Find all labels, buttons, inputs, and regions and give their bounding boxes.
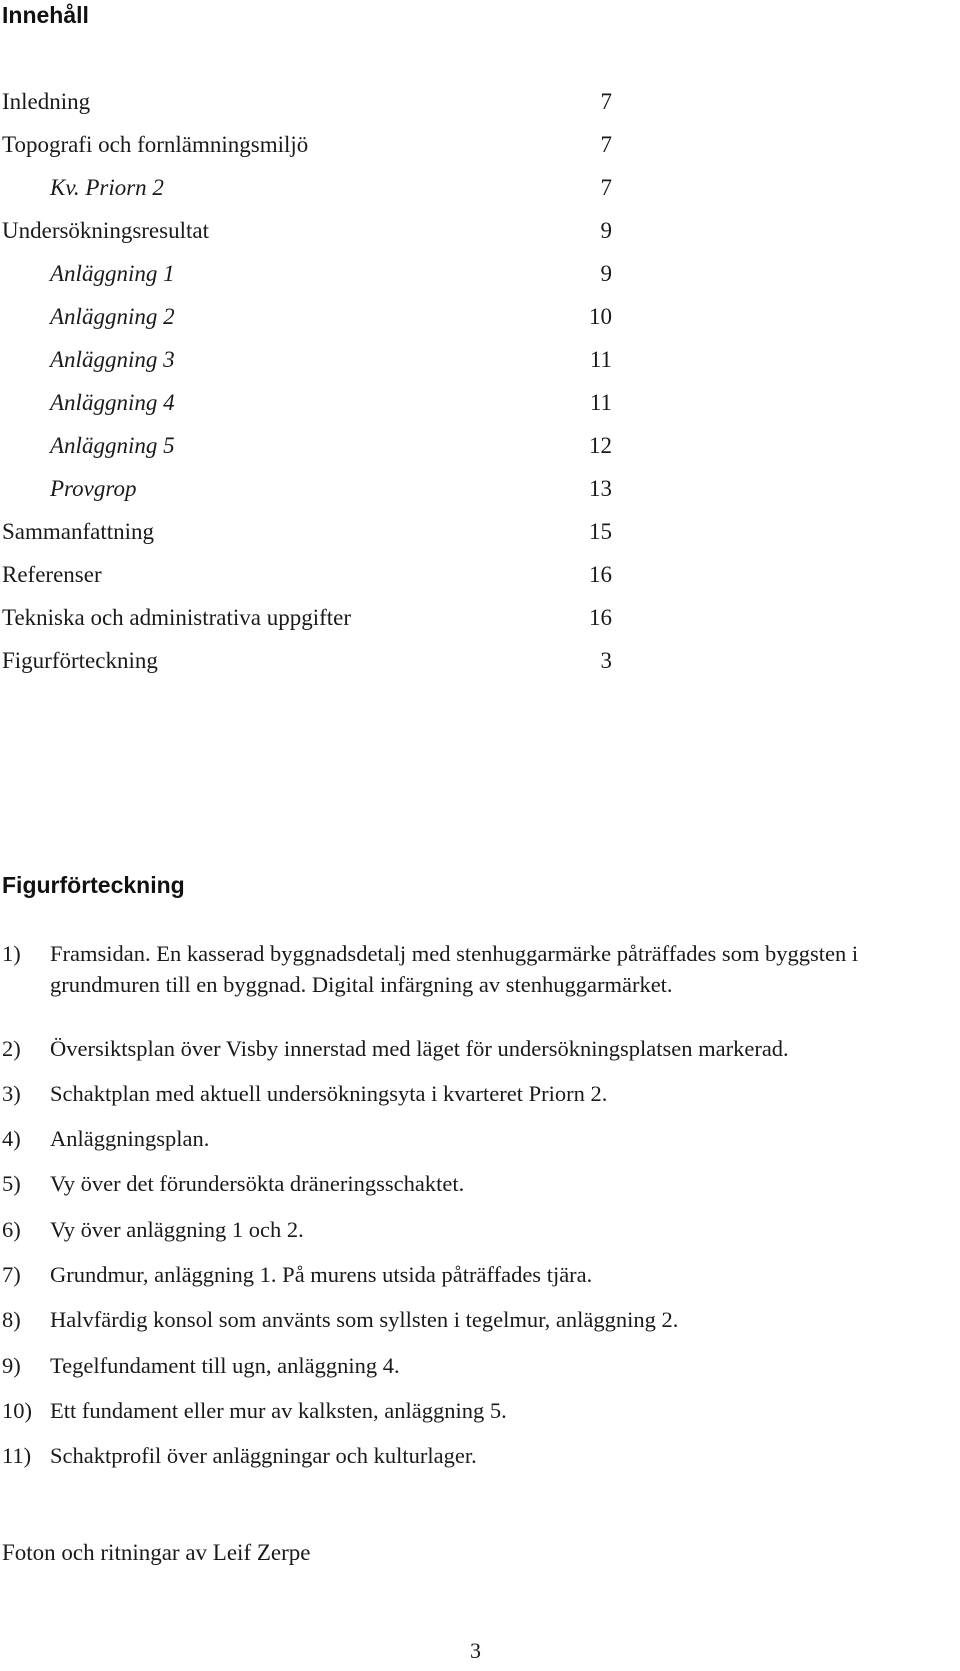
figure-number: 2) <box>2 1036 21 1061</box>
toc-entry-page: 9 <box>600 261 612 286</box>
figure-item-3 <box>2 1078 952 1109</box>
figure-number: 3) <box>2 1081 21 1106</box>
figure-number: 6) <box>2 1217 21 1242</box>
toc-entry-page: 7 <box>600 89 612 114</box>
figure-item-6 <box>2 1214 952 1245</box>
toc-entry-page: 3 <box>600 648 612 673</box>
toc-entry-anlaggning-2[interactable] <box>2 297 612 337</box>
toc-entry-kv-priorn[interactable] <box>2 168 612 208</box>
toc-entry-label: Referenser <box>2 562 102 587</box>
toc-entry-page: 13 <box>589 476 612 501</box>
toc-entry-page: 11 <box>589 390 612 415</box>
toc-entry-anlaggning-3[interactable] <box>2 340 612 380</box>
toc-entry-page: 7 <box>600 132 612 157</box>
figure-caption: Schaktplan med aktuell undersökningsyta i kvarteret Priorn 2. <box>50 1081 608 1106</box>
toc-entry-page: 7 <box>600 175 612 200</box>
toc-entry-page: 16 <box>589 605 612 630</box>
figure-number: 10) <box>2 1398 32 1423</box>
toc-entry-label: Inledning <box>2 89 91 114</box>
figure-caption: Tegelfundament till ugn, anläggning 4. <box>50 1353 400 1378</box>
figure-caption: Halvfärdig konsol som använts som syllsten i tegelmur, anläggning 2. <box>50 1307 679 1332</box>
toc-entry-label: Provgrop <box>50 476 137 501</box>
toc-entry-referenser[interactable] <box>2 555 612 595</box>
toc-entry-label: Figurförteckning <box>2 648 158 673</box>
figure-number: 8) <box>2 1307 21 1332</box>
toc-entry-figurforteckning[interactable] <box>2 641 612 681</box>
figure-caption: Grundmur, anläggning 1. På murens utsida påträffades tjära. <box>50 1262 593 1287</box>
figure-item-11 <box>2 1440 952 1471</box>
toc-entry-undersokningsresultat[interactable] <box>2 211 612 251</box>
toc-entry-label: Topografi och fornlämningsmiljö <box>2 132 309 157</box>
figure-caption: Ett fundament eller mur av kalksten, anläggning 5. <box>50 1398 507 1423</box>
toc-entry-label: Undersökningsresultat <box>2 218 209 243</box>
toc-entry-inledning[interactable] <box>2 82 612 122</box>
figure-caption: Framsidan. En kasserad byggnadsdetalj med stenhuggarmärke påträffades som byggsten i grundmuren till en byggnad. Digital infärgning av stenhuggarmärket. <box>50 941 859 997</box>
figure-item-7 <box>2 1259 952 1290</box>
toc-entry-page: 9 <box>600 218 612 243</box>
figure-item-9 <box>2 1350 952 1381</box>
figure-item-8 <box>2 1304 952 1335</box>
toc-entry-anlaggning-4[interactable] <box>2 383 612 423</box>
toc-entry-label: Anläggning 4 <box>50 390 175 415</box>
figure-number: 11) <box>2 1443 32 1468</box>
photo-credits: Foton och ritningar av Leif Zerpe <box>2 1540 311 1565</box>
toc-entry-tekniska[interactable] <box>2 598 612 638</box>
figure-item-2 <box>2 1033 952 1064</box>
toc-entry-label: Anläggning 2 <box>50 304 175 329</box>
figure-caption: Översiktsplan över Visby innerstad med läget för undersökningsplatsen markerad. <box>50 1036 789 1061</box>
figure-caption: Schaktprofil över anläggningar och kulturlager. <box>50 1443 477 1468</box>
toc-entry-sammanfattning[interactable] <box>2 512 612 552</box>
toc-heading: Innehåll <box>2 2 89 28</box>
toc-entry-label: Kv. Priorn 2 <box>50 175 164 200</box>
toc-entry-page: 10 <box>589 304 612 329</box>
toc-entry-page: 15 <box>589 519 612 544</box>
toc-entry-topografi[interactable] <box>2 125 612 165</box>
toc-entry-label: Anläggning 5 <box>50 433 175 458</box>
figure-caption: Anläggningsplan. <box>50 1126 210 1151</box>
figure-item-1 <box>2 938 952 1000</box>
figure-number: 4) <box>2 1126 21 1151</box>
figure-item-4 <box>2 1123 952 1154</box>
figure-number: 7) <box>2 1262 21 1287</box>
toc-entry-label: Sammanfattning <box>2 519 155 544</box>
toc-entry-page: 16 <box>589 562 612 587</box>
figure-list-heading: Figurförteckning <box>2 872 185 898</box>
toc-entry-label: Anläggning 3 <box>50 347 175 372</box>
toc-entry-anlaggning-5[interactable] <box>2 426 612 466</box>
toc-entry-anlaggning-1[interactable] <box>2 254 612 294</box>
toc-entry-provgrop[interactable] <box>2 469 612 509</box>
toc-entry-label: Tekniska och administrativa uppgifter <box>2 605 352 630</box>
figure-item-5 <box>2 1168 952 1199</box>
figure-item-10 <box>2 1395 952 1426</box>
toc-entry-label: Anläggning 1 <box>50 261 175 286</box>
figure-number: 5) <box>2 1171 21 1196</box>
toc-entry-page: 11 <box>589 347 612 372</box>
figure-caption: Vy över det förundersökta dräneringsschaktet. <box>50 1171 465 1196</box>
toc-entry-page: 12 <box>589 433 612 458</box>
figure-caption: Vy över anläggning 1 och 2. <box>50 1217 304 1242</box>
page-number: 3 <box>470 1638 481 1663</box>
figure-number: 1) <box>2 941 21 966</box>
figure-number: 9) <box>2 1353 21 1378</box>
